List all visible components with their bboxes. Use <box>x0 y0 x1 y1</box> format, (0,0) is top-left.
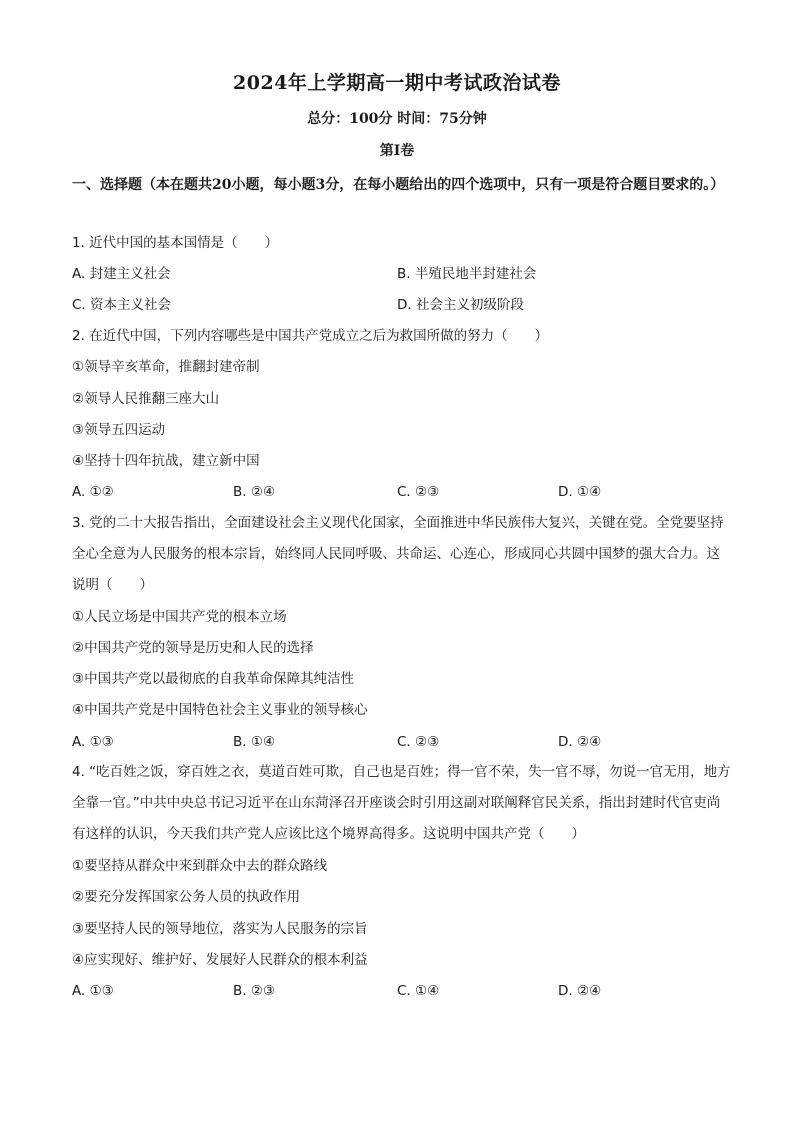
q4-option-a: A. ①③ <box>72 983 114 999</box>
q1-option-d: D. 社会主义初级阶段 <box>397 297 524 313</box>
question-3-stem: 3. 党的二十大报告指出，全面建设社会主义现代化国家，全面推进中华民族伟大复兴，关键在党。全党要坚持全心全意为人民服务的根本宗旨，始终同人民同呼吸、共命运、心连心，形成同心共圆中国梦的强大合力。这说明（ ） <box>72 515 724 593</box>
exam-title: 2024年上学期高一期中考试政治试卷 <box>233 72 561 94</box>
q4-option-c: C. ①④ <box>397 983 440 999</box>
q2-option-a: A. ①② <box>72 484 114 500</box>
q2-item-2: ②领导人民推翻三座大山 <box>72 391 220 407</box>
section-heading: 一、选择题（本在题共20小题，每小题3分，在每小题给出的四个选项中，只有一项是符合题目要求的。） <box>72 177 725 193</box>
q1-option-b: B. 半殖民地半封建社会 <box>397 266 537 282</box>
exam-meta: 总分：100分 时间：75分钟 <box>307 111 487 127</box>
q3-item-3: ③中国共产党以最彻底的自我革命保障其纯洁性 <box>72 671 355 687</box>
q4-item-2: ②要充分发挥国家公务人员的执政作用 <box>72 889 301 905</box>
question-2-stem: 2. 在近代中国，下列内容哪些是中国共产党成立之后为救国所做的努力（ ） <box>72 328 549 344</box>
q4-option-d: D. ②④ <box>558 983 602 999</box>
q3-item-2: ②中国共产党的领导是历史和人民的选择 <box>72 640 314 656</box>
q3-item-1: ①人民立场是中国共产党的根本立场 <box>72 609 287 625</box>
q2-option-d: D. ①④ <box>558 484 602 500</box>
q3-item-4: ④中国共产党是中国特色社会主义事业的领导核心 <box>72 702 368 718</box>
q3-option-c: C. ②③ <box>397 734 440 750</box>
question-4-stem: 4. “吃百姓之饭，穿百姓之衣，莫道百姓可欺，自己也是百姓；得一官不荣，失一官不辱，勿说一官无用，地方全靠一官。”中共中央总书记习近平在山东菏泽召开座谈会时引用这副对联阐释官民关系，指出封建时代官吏尚有这样的认识，今天我们共产党人应该比这个境界高得多。这说明中国共产党（ ） <box>72 764 731 842</box>
q1-option-a: A. 封建主义社会 <box>72 266 171 282</box>
q3-option-b: B. ①④ <box>233 734 276 750</box>
q4-item-4: ④应实现好、维护好、发展好人民群众的根本利益 <box>72 952 368 968</box>
q3-option-a: A. ①③ <box>72 734 114 750</box>
volume-label: 第Ⅰ卷 <box>379 143 415 159</box>
q4-item-3: ③要坚持人民的领导地位，落实为人民服务的宗旨 <box>72 921 368 937</box>
q2-option-b: B. ②④ <box>233 484 276 500</box>
q1-option-c: C. 资本主义社会 <box>72 297 172 313</box>
q2-option-c: C. ②③ <box>397 484 440 500</box>
q2-item-4: ④坚持十四年抗战，建立新中国 <box>72 453 260 469</box>
question-1-stem: 1. 近代中国的基本国情是（ ） <box>72 235 279 251</box>
q4-option-b: B. ②③ <box>233 983 276 999</box>
q4-item-1: ①要坚持从群众中来到群众中去的群众路线 <box>72 858 328 874</box>
q2-item-1: ①领导辛亥革命，推翻封建帝制 <box>72 359 260 375</box>
q2-item-3: ③领导五四运动 <box>72 422 166 438</box>
q3-option-d: D. ②④ <box>558 734 602 750</box>
